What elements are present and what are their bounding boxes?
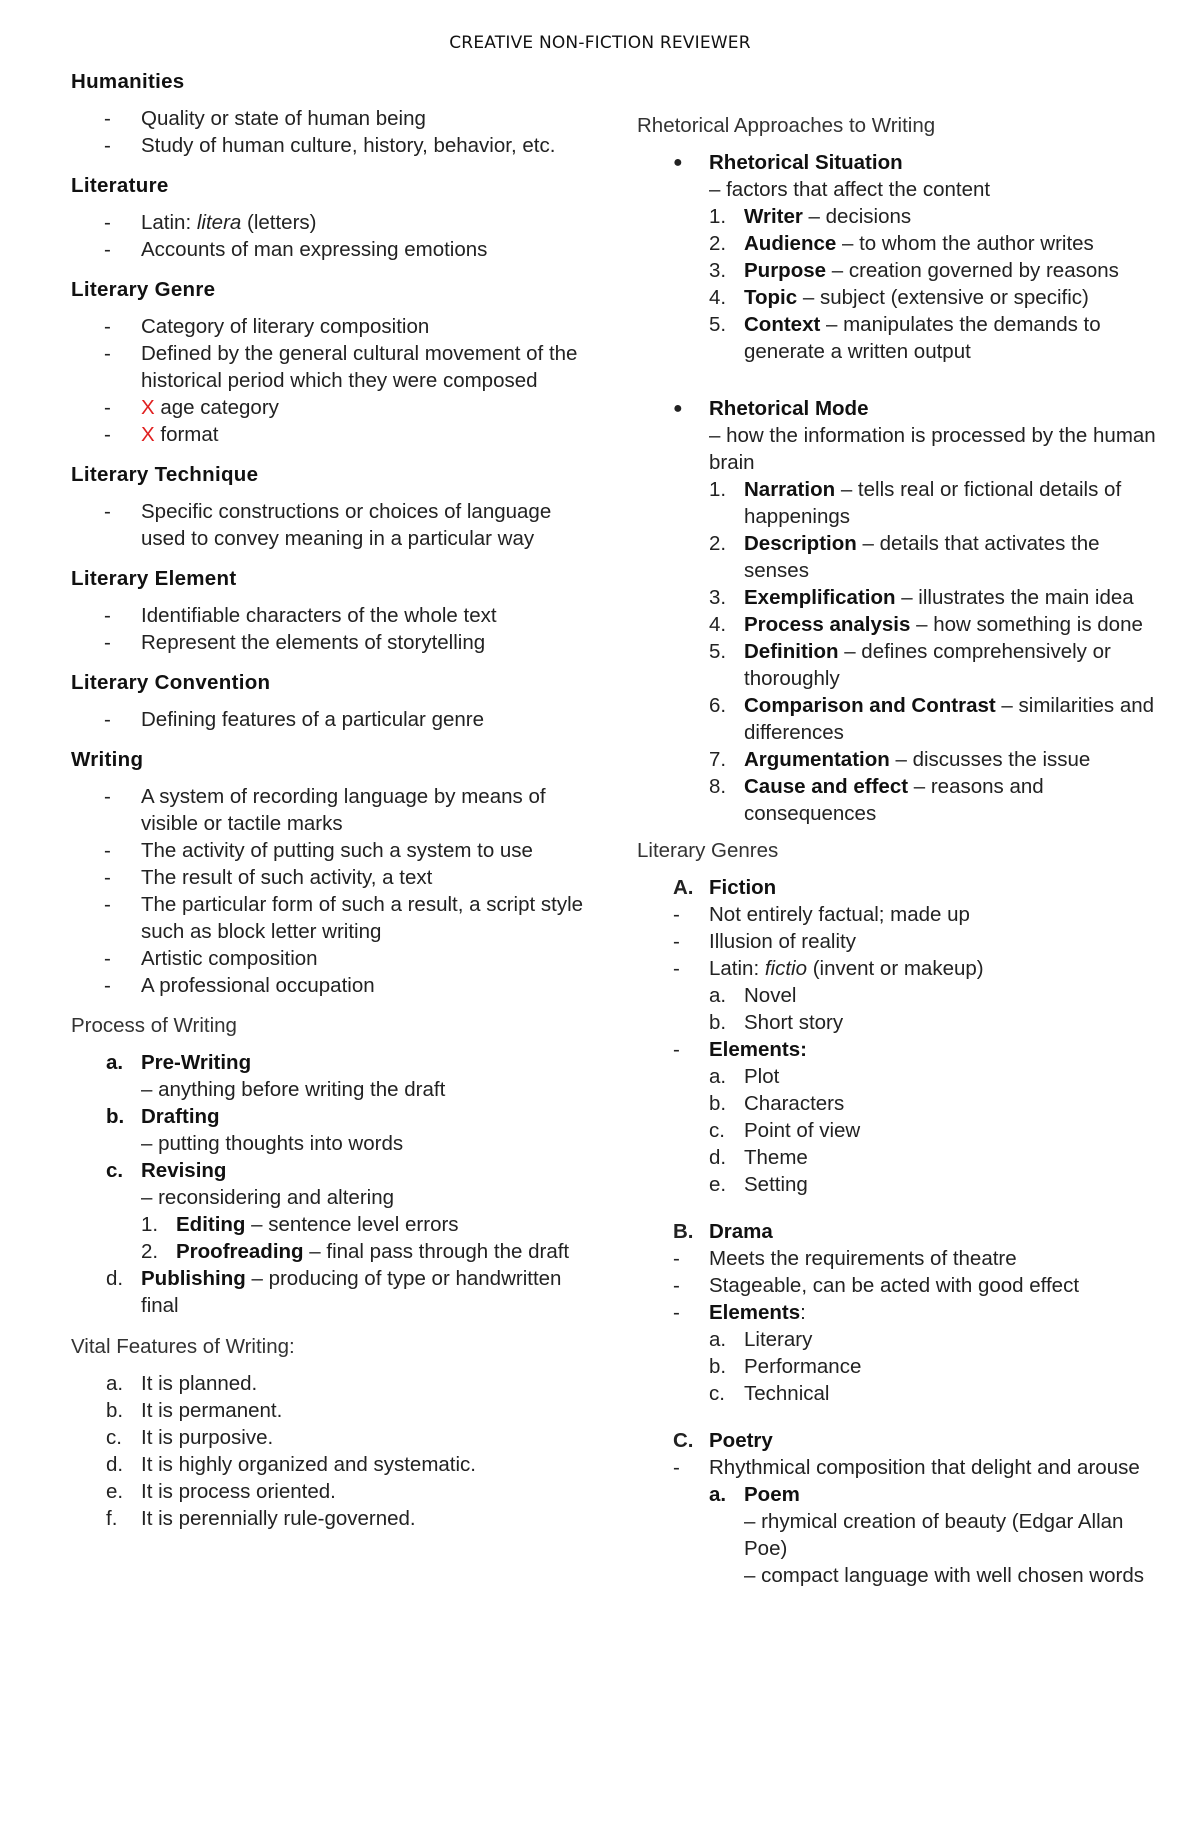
item-label: 7. bbox=[709, 748, 727, 771]
poem-title: Poem bbox=[744, 1483, 800, 1506]
vital-feature bbox=[71, 1424, 591, 1451]
item-desc: – creation governed by reasons bbox=[826, 259, 1119, 282]
sub-desc: – sentence level errors bbox=[245, 1213, 459, 1236]
item-text: It is perennially rule-governed. bbox=[141, 1507, 416, 1530]
item-term: Comparison and Contrast bbox=[744, 694, 996, 717]
dash-marker: - bbox=[673, 957, 680, 980]
item-text: Not entirely factual; made up bbox=[709, 903, 970, 926]
item-label: b. bbox=[709, 1011, 727, 1034]
numbered-item bbox=[709, 530, 1157, 584]
dash-marker: - bbox=[673, 1456, 680, 1479]
latin-suffix: (letters) bbox=[241, 211, 317, 234]
step-term: Revising bbox=[141, 1159, 227, 1182]
writing-list bbox=[71, 783, 591, 999]
item-text: Setting bbox=[744, 1173, 808, 1196]
latin-suffix: (invent or makeup) bbox=[807, 957, 984, 980]
item-label: a. bbox=[709, 1065, 727, 1088]
item-label: 8. bbox=[709, 775, 727, 798]
item-label: b. bbox=[106, 1399, 124, 1422]
sub-item bbox=[141, 1211, 591, 1238]
list-item: - Category of literary composition bbox=[71, 313, 591, 340]
item-text: It is purposive. bbox=[141, 1426, 274, 1449]
step-desc: – producing of type or handwritten final bbox=[141, 1267, 562, 1317]
dash-marker: - bbox=[673, 1247, 680, 1270]
left-column bbox=[71, 68, 591, 1546]
process-step bbox=[71, 1103, 591, 1157]
item-term: Purpose bbox=[744, 259, 827, 282]
item-label: 1. bbox=[709, 478, 727, 501]
item-label: e. bbox=[709, 1173, 727, 1196]
item-label: a. bbox=[709, 984, 727, 1007]
item-label: d. bbox=[106, 1453, 124, 1476]
literary-technique-list bbox=[71, 498, 591, 552]
item-label: f. bbox=[106, 1507, 118, 1530]
poem-line: – rhymical creation of beauty (Edgar Allan Poe) bbox=[744, 1510, 1124, 1560]
latin-prefix: Latin: bbox=[141, 211, 197, 234]
genre-label: C. bbox=[673, 1429, 694, 1452]
item-term: Process analysis bbox=[744, 613, 911, 636]
step-label: a. bbox=[106, 1051, 124, 1074]
item-desc: – manipulates the demands to generate a written output bbox=[744, 313, 1101, 363]
list-item: - Study of human culture, history, behavior, etc. bbox=[71, 132, 591, 159]
vital-feature bbox=[71, 1397, 591, 1424]
section-title: Rhetorical Situation bbox=[709, 151, 903, 174]
list-item bbox=[709, 1171, 1157, 1198]
bullet-icon: ● bbox=[673, 154, 683, 171]
item-desc: – discusses the issue bbox=[889, 748, 1091, 771]
drama-list bbox=[673, 1245, 1157, 1407]
numbered-item bbox=[709, 746, 1157, 773]
list-item bbox=[71, 209, 591, 236]
item-desc: – details that activates the senses bbox=[744, 532, 1100, 582]
poem-line: – compact language with well chosen words bbox=[744, 1564, 1144, 1587]
list-item bbox=[709, 1117, 1157, 1144]
list-item: - A professional occupation bbox=[71, 972, 591, 999]
genre-fiction bbox=[673, 874, 1157, 1198]
item-label: 4. bbox=[709, 286, 727, 309]
list-item bbox=[709, 1063, 1157, 1090]
item-term: Writer bbox=[744, 205, 803, 228]
section-desc: – factors that affect the content bbox=[709, 178, 991, 201]
item-text: It is process oriented. bbox=[141, 1480, 336, 1503]
numbered-item bbox=[709, 284, 1157, 311]
numbered-item bbox=[709, 611, 1157, 638]
item-term: Context bbox=[744, 313, 821, 336]
document-title: CREATIVE NON-FICTION REVIEWER bbox=[449, 33, 751, 53]
step-term: Publishing bbox=[141, 1267, 246, 1290]
genre-title: Fiction bbox=[709, 876, 777, 899]
heading-literary-genres: Literary Genres bbox=[637, 839, 779, 862]
x-mark-icon: X bbox=[141, 423, 155, 446]
spacer bbox=[637, 375, 1157, 395]
genre-title: Poetry bbox=[709, 1429, 773, 1452]
bullet-item bbox=[637, 149, 1157, 365]
list-item: - The particular form of such a result, a script style such as block letter writing bbox=[71, 891, 591, 945]
dash-marker: - bbox=[673, 1038, 680, 1061]
list-item bbox=[673, 1272, 1157, 1299]
revising-sublist bbox=[141, 1211, 591, 1265]
list-item bbox=[709, 982, 1157, 1009]
sub-term: Editing bbox=[176, 1213, 246, 1236]
poetry-sublist bbox=[709, 1481, 1157, 1589]
vital-features-list bbox=[71, 1370, 591, 1532]
list-item bbox=[709, 1353, 1157, 1380]
mode-list bbox=[709, 476, 1157, 827]
list-item bbox=[709, 1481, 1157, 1589]
list-item: - Accounts of man expressing emotions bbox=[71, 236, 591, 263]
fiction-elements bbox=[709, 1063, 1157, 1198]
item-text: Illusion of reality bbox=[709, 930, 856, 953]
numbered-item bbox=[709, 257, 1157, 284]
humanities-list bbox=[71, 105, 591, 159]
list-item: - Defining features of a particular genre bbox=[71, 706, 591, 733]
list-item: - Defined by the general cultural movement of the historical period which they were composed bbox=[71, 340, 591, 394]
genre-label: A. bbox=[673, 876, 694, 899]
list-item bbox=[673, 955, 1157, 1036]
list-item: - Quality or state of human being bbox=[71, 105, 591, 132]
numbered-item bbox=[709, 311, 1157, 365]
section-desc: – how the information is processed by the human brain bbox=[709, 424, 1156, 474]
numbered-item bbox=[709, 203, 1157, 230]
literature-list bbox=[71, 209, 591, 263]
rhetorical-situation bbox=[637, 149, 1157, 365]
list-item bbox=[709, 1090, 1157, 1117]
process-step bbox=[71, 1049, 591, 1103]
right-column bbox=[637, 112, 1157, 1589]
dash-marker: - bbox=[673, 1301, 680, 1324]
item-label: d. bbox=[709, 1146, 727, 1169]
literary-element-list bbox=[71, 602, 591, 656]
item-label: 1. bbox=[709, 205, 727, 228]
numbered-item bbox=[709, 773, 1157, 827]
drama-elements bbox=[709, 1326, 1157, 1407]
item-label: 4. bbox=[709, 613, 727, 636]
literary-convention-list bbox=[71, 706, 591, 733]
sub-label: 1. bbox=[141, 1213, 159, 1236]
heading-literary-technique: Literary Technique bbox=[71, 463, 259, 486]
situation-list bbox=[709, 203, 1157, 365]
step-desc: – putting thoughts into words bbox=[141, 1132, 404, 1155]
x-mark-icon: X bbox=[141, 396, 155, 419]
latin-word: fictio bbox=[764, 957, 808, 980]
numbered-item bbox=[709, 692, 1157, 746]
list-item bbox=[673, 1454, 1157, 1589]
heading-literary-element: Literary Element bbox=[71, 567, 237, 590]
latin-word: litera bbox=[196, 211, 242, 234]
item-term: Argumentation bbox=[744, 748, 890, 771]
fiction-examples bbox=[709, 982, 1157, 1036]
spacer bbox=[637, 1407, 1157, 1427]
step-label: d. bbox=[106, 1267, 124, 1290]
item-text: Performance bbox=[744, 1355, 862, 1378]
item-text: It is highly organized and systematic. bbox=[141, 1453, 476, 1476]
item-label: 6. bbox=[709, 694, 727, 717]
list-item: - Identifiable characters of the whole text bbox=[71, 602, 591, 629]
item-text: It is planned. bbox=[141, 1372, 258, 1395]
item-label: 5. bbox=[709, 640, 727, 663]
numbered-item bbox=[709, 230, 1157, 257]
list-item: - The activity of putting such a system to use bbox=[71, 837, 591, 864]
item-label: 2. bbox=[709, 232, 727, 255]
vital-feature bbox=[71, 1370, 591, 1397]
item-label: e. bbox=[106, 1480, 124, 1503]
sub-desc: – final pass through the draft bbox=[303, 1240, 570, 1263]
numbered-item bbox=[709, 638, 1157, 692]
vital-feature bbox=[71, 1478, 591, 1505]
list-item bbox=[71, 394, 591, 421]
list-item bbox=[709, 1380, 1157, 1407]
item-term: Audience bbox=[744, 232, 837, 255]
item-text: Characters bbox=[744, 1092, 845, 1115]
step-term: Drafting bbox=[141, 1105, 220, 1128]
sub-item bbox=[141, 1238, 591, 1265]
item-label: b. bbox=[709, 1355, 727, 1378]
item-term: Narration bbox=[744, 478, 836, 501]
heading-literary-genre: Literary Genre bbox=[71, 278, 216, 301]
step-term: Pre-Writing bbox=[141, 1051, 252, 1074]
step-label: c. bbox=[106, 1159, 124, 1182]
dash-marker: - bbox=[673, 930, 680, 953]
item-desc: – decisions bbox=[802, 205, 912, 228]
item-label: 3. bbox=[709, 586, 727, 609]
genre-label: B. bbox=[673, 1220, 694, 1243]
item-desc: – reasons and consequences bbox=[744, 775, 1044, 825]
item-label: b. bbox=[709, 1092, 727, 1115]
numbered-item bbox=[709, 476, 1157, 530]
item-label: 2. bbox=[709, 532, 727, 555]
list-item bbox=[709, 1009, 1157, 1036]
item-text: Short story bbox=[744, 1011, 844, 1034]
heading-writing: Writing bbox=[71, 748, 144, 771]
list-item: - A system of recording language by means of visible or tactile marks bbox=[71, 783, 591, 837]
list-item-text: format bbox=[154, 423, 219, 446]
item-label: c. bbox=[709, 1382, 725, 1405]
item-text: Rhythmical composition that delight and arouse bbox=[709, 1456, 1140, 1479]
list-item: - The result of such activity, a text bbox=[71, 864, 591, 891]
heading-literature: Literature bbox=[71, 174, 169, 197]
list-item bbox=[673, 928, 1157, 955]
item-desc: – subject (extensive or specific) bbox=[797, 286, 1089, 309]
spacer bbox=[637, 1198, 1157, 1218]
step-desc: – reconsidering and altering bbox=[141, 1186, 394, 1209]
heading-vital-features: Vital Features of Writing: bbox=[71, 1335, 295, 1358]
item-text: Point of view bbox=[744, 1119, 861, 1142]
section-title: Rhetorical Mode bbox=[709, 397, 869, 420]
heading-literary-convention: Literary Convention bbox=[71, 671, 271, 694]
item-text: Stageable, can be acted with good effect bbox=[709, 1274, 1080, 1297]
dash-marker: - bbox=[673, 903, 680, 926]
list-item bbox=[673, 1036, 1157, 1198]
genre-poetry bbox=[673, 1427, 1157, 1589]
vital-feature bbox=[71, 1451, 591, 1478]
item-text: Plot bbox=[744, 1065, 780, 1088]
item-text: Meets the requirements of theatre bbox=[709, 1247, 1017, 1270]
genre-drama bbox=[673, 1218, 1157, 1407]
heading-process-of-writing: Process of Writing bbox=[71, 1014, 237, 1037]
step-desc: – anything before writing the draft bbox=[141, 1078, 446, 1101]
list-item bbox=[673, 1299, 1157, 1407]
item-text: It is permanent. bbox=[141, 1399, 283, 1422]
item-label: c. bbox=[106, 1426, 122, 1449]
heading-rhetorical-approaches: Rhetorical Approaches to Writing bbox=[637, 114, 936, 137]
item-text: Literary bbox=[744, 1328, 813, 1351]
poetry-list bbox=[673, 1454, 1157, 1589]
sub-term: Proofreading bbox=[176, 1240, 304, 1263]
list-item bbox=[673, 1245, 1157, 1272]
process-list bbox=[71, 1049, 591, 1319]
list-item: - Specific constructions or choices of language used to convey meaning in a particular way bbox=[71, 498, 591, 552]
process-step bbox=[71, 1157, 591, 1265]
item-text: Novel bbox=[744, 984, 797, 1007]
item-label: c. bbox=[709, 1119, 725, 1142]
item-desc: – similarities and differences bbox=[744, 694, 1155, 744]
list-item bbox=[709, 1326, 1157, 1353]
item-desc: – how something is done bbox=[910, 613, 1143, 636]
item-term: Exemplification bbox=[744, 586, 896, 609]
step-label: b. bbox=[106, 1105, 125, 1128]
fiction-list bbox=[673, 901, 1157, 1198]
item-term: Cause and effect bbox=[744, 775, 909, 798]
bullet-item bbox=[637, 395, 1157, 827]
bullet-icon: ● bbox=[673, 400, 683, 417]
elements-label: Elements: bbox=[709, 1038, 807, 1061]
list-item bbox=[673, 901, 1157, 928]
item-desc: – defines comprehensively or thoroughly bbox=[744, 640, 1111, 690]
item-label: 3. bbox=[709, 259, 727, 282]
dash-marker: - bbox=[673, 1274, 680, 1297]
item-label: a. bbox=[709, 1483, 727, 1506]
item-label: 5. bbox=[709, 313, 727, 336]
process-step bbox=[71, 1265, 591, 1319]
item-desc: – to whom the author writes bbox=[836, 232, 1094, 255]
list-item bbox=[709, 1144, 1157, 1171]
list-item: - Represent the elements of storytelling bbox=[71, 629, 591, 656]
elements-label: Elements bbox=[709, 1301, 801, 1324]
item-label: a. bbox=[709, 1328, 727, 1351]
item-label: a. bbox=[106, 1372, 124, 1395]
item-term: Topic bbox=[744, 286, 798, 309]
item-text: Theme bbox=[744, 1146, 808, 1169]
item-term: Definition bbox=[744, 640, 839, 663]
list-item: - Artistic composition bbox=[71, 945, 591, 972]
list-item-text: age category bbox=[154, 396, 279, 419]
literary-genre-list bbox=[71, 313, 591, 448]
list-item bbox=[71, 421, 591, 448]
genre-title: Drama bbox=[709, 1220, 773, 1243]
rhetorical-mode bbox=[637, 395, 1157, 827]
item-desc: – illustrates the main idea bbox=[895, 586, 1134, 609]
elements-colon: : bbox=[800, 1301, 806, 1324]
item-text: Technical bbox=[744, 1382, 830, 1405]
numbered-item bbox=[709, 584, 1157, 611]
item-term: Description bbox=[744, 532, 857, 555]
item-desc: – tells real or fictional details of happenings bbox=[744, 478, 1122, 528]
heading-humanities: Humanities bbox=[71, 70, 185, 93]
sub-label: 2. bbox=[141, 1240, 159, 1263]
latin-prefix: Latin: bbox=[709, 957, 765, 980]
vital-feature bbox=[71, 1505, 591, 1532]
